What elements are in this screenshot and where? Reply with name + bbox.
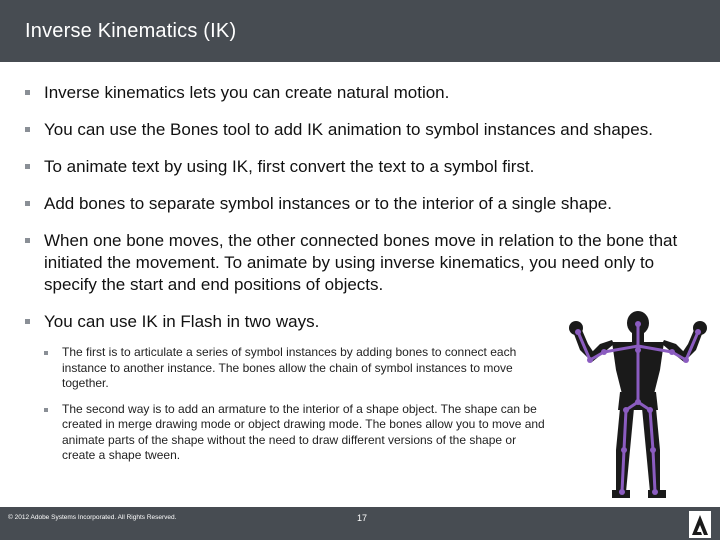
bullet-marker	[25, 127, 30, 132]
adobe-logo-icon	[689, 511, 711, 538]
bullet-marker	[25, 201, 30, 206]
bullet-item: When one bone moves, the other connected bones move in relation to the bone that initiated the movement. To animate by using inverse kinematics, you need only to specify the start and end positions of objects.	[22, 230, 690, 296]
bullet-marker	[25, 319, 30, 324]
bullet-item: You can use the Bones tool to add IK animation to symbol instances and shapes.	[22, 119, 690, 141]
bullet-marker	[25, 90, 30, 95]
sub-bullet-item: The first is to articulate a series of symbol instances by adding bones to connect each instance to another instance. The bones allow the chain of symbol instances to move together.	[44, 345, 549, 392]
page-number: 17	[357, 513, 368, 523]
sub-bullet-marker	[44, 408, 48, 412]
bullet-marker	[25, 238, 30, 243]
bullet-marker	[25, 164, 30, 169]
slide-title: Inverse Kinematics (IK)	[25, 20, 237, 42]
bullet-item: You can use IK in Flash in two ways. The first is to articulate a series of symbol instances by adding bones to connect each instance to another instance. The bones allow the chain of symbol instances to move together. The second way is to add an armature to the interior of a shape object. The shape can be created in merge drawing mode or object drawing mode. The bones allow you to move and animate parts of the shape without the need to draw different versions of the shape or create a shape tween.	[22, 311, 690, 464]
sub-bullet-marker	[44, 351, 48, 355]
sub-bullet-list	[44, 345, 549, 464]
slide-header	[0, 0, 720, 62]
bullet-item: To animate text by using IK, first convert the text to a symbol first.	[22, 156, 690, 178]
sub-bullet-item: The second way is to add an armature to the interior of a shape object. The shape can be created in merge drawing mode or object drawing mode. The bones allow you to move and animate parts of the shape without the need to draw different versions of the shape or create a shape tween.	[44, 402, 549, 464]
slide-footer	[0, 507, 720, 540]
bullet-item: Add bones to separate symbol instances or to the interior of a single shape.	[22, 193, 690, 215]
copyright-text: © 2012 Adobe Systems Incorporated. All Rights Reserved.	[8, 514, 177, 521]
bullet-item: Inverse kinematics lets you can create natural motion.	[22, 82, 690, 104]
muscleman-figure-icon	[560, 310, 715, 505]
